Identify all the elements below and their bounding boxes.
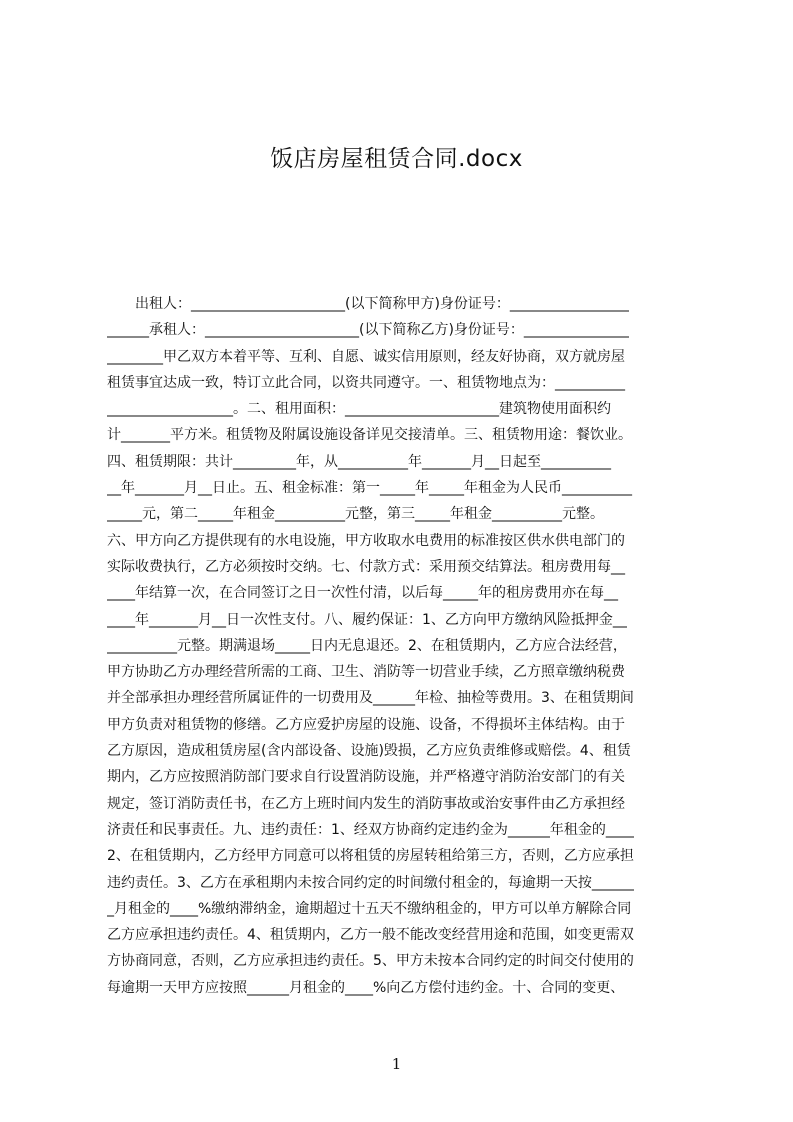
body-line: 乙方原因，造成租赁房屋(含内部设备、设施)毁损，乙方应负责维修或赔偿。4、租赁	[107, 743, 631, 760]
body-line: 甲方协助乙方办理经营所需的工商、卫生、消防等一切营业手续，乙方照章缴纳税费	[107, 664, 625, 681]
body-line: 计_______平方米。租赁物及附属设施设备详见交接清单。三、租赁物用途：餐饮业。	[107, 427, 632, 444]
body-line: 违约责任。3、乙方在承租期内未按合同约定的时间缴付租金的，每逾期一天按______	[107, 874, 634, 891]
body-line: ______承租人：______________________(以下简称乙方)身份证号：_______________	[107, 322, 629, 339]
body-line: ____年_______月__日一次性支付。八、履约保证：1、乙方向甲方缴纳风险抵押金__	[107, 611, 627, 628]
body-line: __年_______月__日止。五、租金标准：第一_____年_____年租金为人民币__________	[107, 480, 632, 497]
body-line: _月租金的____%缴纳滞纳金，逾期超过十五天不缴纳租金的，甲方可以单方解除合同	[107, 900, 632, 917]
body-line: ____年结算一次，在合同签订之日一次性付清，以后每_____年的租房费用亦在每__	[107, 585, 618, 602]
page-number: 1	[391, 1055, 402, 1073]
document-title: 饭店房屋租赁合同.docx	[270, 146, 523, 172]
body-line: 2、在租赁期内，乙方经甲方同意可以将租赁的房屋转租给第三方，否则，乙方应承担	[107, 848, 634, 865]
body-line: 甲方负责对租赁物的修缮。乙方应爱护房屋的设施、设备，不得损坏主体结构。由于	[107, 716, 625, 733]
body-line: 乙方应承担违约责任。4、租赁期内，乙方一般不能改变经营用途和范围，如变更需双	[107, 927, 634, 944]
body-line: 期内，乙方应按照消防部门要求自行设置消防设施，并严格遵守消防治安部门的有关	[107, 769, 625, 786]
body-line: 并全部承担办理经营所属证件的一切费用及______年检、抽检等费用。3、在租赁期间	[107, 690, 634, 707]
body-line: ________甲乙双方本着平等、互利、自愿、诚实信用原则，经友好协商，双方就房屋	[107, 348, 625, 365]
body-line: _____元，第二_____年租金__________元整，第三_____年租金__________元整。	[107, 506, 604, 523]
body-line: 济责任和民事责任。九、违约责任：1、经双方协商约定违约金为______年租金的____	[107, 821, 634, 838]
body-line: 租赁事宜达成一致，特订立此合同，以资共同遵守。一、租赁物地点为：__________	[107, 374, 625, 391]
body-line: 每逾期一天甲方应按照______月租金的____%向乙方偿付违约金。十、合同的变更、	[107, 979, 625, 996]
body-line: 实际收费执行，乙方必须按时交纳。七、付款方式：采用预交结算法。租房费用每__	[107, 558, 625, 575]
contract-body	[107, 291, 697, 1001]
body-line: 出租人：______________________(以下简称甲方)身份证号：_________________	[107, 296, 629, 312]
body-line: 四、租赁期限：共计_________年，从__________年_______月__日起至__________	[107, 453, 611, 470]
body-line: 规定，签订消防责任书，在乙方上班时间内发生的消防事故或治安事件由乙方承担经	[107, 795, 625, 812]
body-line: __________________。二、租用面积：______________________建筑物使用面积约	[107, 401, 611, 418]
body-line: __________元整。期满退场_____日内无息退还。2、在租赁期内，乙方应合法经营，	[107, 637, 627, 654]
body-line: 方协商同意，否则，乙方应承担违约责任。5、甲方未按本合同约定的时间交付使用的	[107, 953, 634, 970]
body-line: 六、甲方向乙方提供现有的水电设施，甲方收取水电费用的标准按区供水供电部门的	[107, 532, 625, 549]
